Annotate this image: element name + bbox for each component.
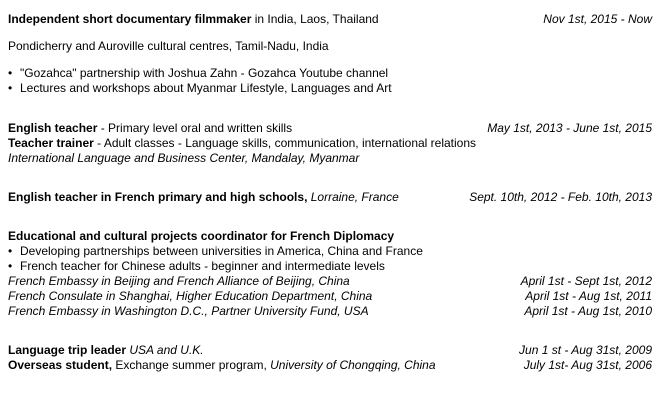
job-description: - Adult classes - Language skills, communication, international relations (93, 136, 477, 150)
employer-date: April 1st - Aug 1st, 2010 (524, 304, 652, 318)
bullet-item: • Developing partnerships between universities in America, China and France (8, 244, 652, 259)
employer-row (8, 289, 652, 304)
job-entry-english-teacher (8, 121, 652, 136)
job-heading (8, 12, 379, 27)
job-heading (8, 121, 292, 136)
job-place: Pondicherry and Auroville cultural centres, Tamil-Nadu, India (8, 39, 329, 53)
bullet-item: • "Gozahca" partnership with Joshua Zahn - Gozahca Youtube channel (8, 66, 652, 81)
job-description: Exchange summer program, (112, 358, 271, 372)
job-date: Sept. 10th, 2012 - Feb. 10th, 2013 (469, 190, 652, 204)
job-location: in India, Laos, Thailand (251, 12, 379, 26)
job-location: USA and U.K. (126, 343, 204, 357)
job-entry-teacher-trainer (8, 136, 652, 151)
job-place: International Language and Business Center, Mandalay, Myanmar (8, 151, 360, 165)
employer-row (8, 274, 652, 289)
job-date: Nov 1st, 2015 - Now (543, 12, 652, 26)
job-title: Educational and cultural projects coordinator for French Diplomacy (8, 229, 395, 243)
job-entry-trip-leader (8, 343, 652, 358)
job-entry-overseas-student (8, 358, 652, 373)
job-title: English teacher in French primary and high schools, (8, 190, 308, 204)
employer-date: April 1st - Aug 1st, 2011 (525, 289, 652, 303)
job-heading (8, 190, 399, 205)
employer-name: French Embassy in Beijing and French Alliance of Beijing, China (8, 274, 350, 288)
job-location: University of Chongqing, China (270, 358, 436, 372)
employer-date: April 1st - Sept 1st, 2012 (520, 274, 652, 288)
job-entry-filmmaker (8, 12, 652, 27)
job-heading (8, 343, 204, 358)
employer-name: French Consulate in Shanghai, Higher Education Department, China (8, 289, 373, 303)
job-location: Lorraine, France (307, 190, 399, 204)
job-title: Teacher trainer (8, 136, 94, 150)
job-description: - Primary level oral and written skills (97, 121, 293, 135)
employer-row (8, 304, 652, 319)
job-title: English teacher (8, 121, 98, 135)
bullet-item: • French teacher for Chinese adults - beginner and intermediate levels (8, 259, 652, 274)
job-date: Jun 1 st - Aug 31st, 2009 (519, 343, 652, 357)
job-title: Language trip leader (8, 343, 127, 357)
job-heading (8, 358, 436, 373)
job-entry-french-schools (8, 190, 652, 205)
bullet-item: • Lectures and workshops about Myanmar Lifestyle, Languages and Art (8, 81, 652, 96)
job-title: Independent short documentary filmmaker (8, 12, 252, 26)
employer-name: French Embassy in Washington D.C., Partner University Fund, USA (8, 304, 369, 318)
job-date: July 1st- Aug 31st, 2006 (523, 358, 652, 372)
job-title: Overseas student, (8, 358, 113, 372)
job-date: May 1st, 2013 - June 1st, 2015 (487, 121, 652, 135)
